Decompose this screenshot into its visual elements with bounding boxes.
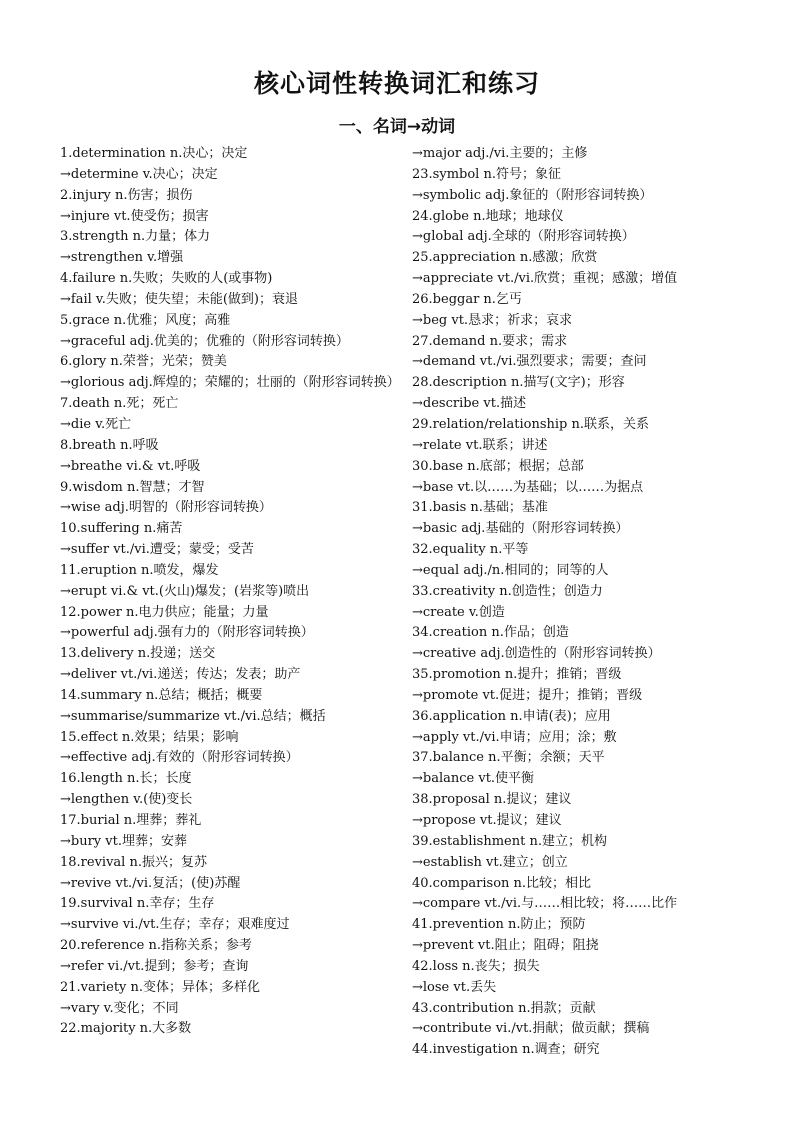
vocab-entry: 18.revival n.振兴；复苏 [60, 854, 207, 870]
left-column [60, 144, 400, 1040]
vocab-entry: 38.proposal n.提议；建议 [412, 792, 572, 808]
vocab-entry: 3.strength n.力量；体力 [60, 229, 211, 245]
derived-word-entry: →glorious adj.辉煌的；荣耀的；壮丽的（附形容词转换） [60, 375, 400, 391]
vocab-entry: 28.description n.描写(文字)；形容 [412, 375, 625, 391]
derived-word-entry: →equal adj./n.相同的；同等的人 [412, 562, 609, 578]
derived-word-entry: →graceful adj.优美的；优雅的（附形容词转换） [60, 333, 349, 349]
vocab-entry: 42.loss n.丧失；损失 [412, 958, 540, 974]
derived-word-entry: →creative adj.创造性的（附形容词转换） [412, 646, 661, 662]
derived-word-entry: →deliver vt./vi.递送；传达；发表；助产 [60, 667, 301, 683]
vocab-entry: 33.creativity n.创造性；创造力 [412, 583, 603, 599]
vocab-entry: 27.demand n.要求；需求 [412, 333, 568, 349]
vocab-entry: 35.promotion n.提升；推销；晋级 [412, 667, 622, 683]
derived-word-entry: →lengthen v.(使)变长 [60, 792, 193, 808]
vocab-entry: 10.suffering n.痛苦 [60, 521, 183, 537]
vocab-entry: 40.comparison n.比较；相比 [412, 875, 592, 891]
vocab-entry: 22.majority n.大多数 [60, 1021, 192, 1037]
derived-word-entry: →effective adj.有效的（附形容词转换） [60, 750, 299, 766]
vocab-entry: 1.determination n.决心；决定 [60, 146, 248, 161]
vocab-entry: 32.equality n.平等 [412, 542, 529, 558]
derived-word-entry: →summarise/summarize vt./vi.总结；概括 [60, 708, 326, 724]
vocab-entry: 4.failure n.失败；失败的人(或事物) [60, 271, 273, 287]
vocab-entry: 36.application n.申请(表)；应用 [412, 708, 611, 724]
derived-word-entry: →basic adj.基础的（附形容词转换） [412, 521, 629, 537]
derived-word-entry: →die v.死亡 [60, 416, 132, 432]
vocab-entry: 12.power n.电力供应；能量；力量 [60, 604, 269, 620]
derived-word-entry: →fail v.失败；使失望；未能(做到)；衰退 [60, 291, 298, 307]
derived-word-entry: →erupt vi.& vt.(火山)爆发；(岩浆等)喷出 [60, 583, 310, 599]
derived-word-entry: →base vt.以……为基础；以……为据点 [412, 479, 644, 495]
vocab-entry: 44.investigation n.调查；研究 [412, 1042, 600, 1058]
derived-word-entry: →suffer vt./vi.遭受；蒙受；受苦 [60, 542, 254, 558]
derived-word-entry: →refer vi./vt.提到；参考；查询 [60, 958, 249, 974]
derived-word-entry: →symbolic adj.象征的（附形容词转换） [412, 187, 653, 203]
derived-word-entry: →major adj./vi.主要的；主修 [412, 146, 588, 161]
derived-word-entry: →prevent vt.阻止；阻碍；阻挠 [412, 938, 599, 954]
vocab-entry: 26.beggar n.乞丐 [412, 291, 522, 307]
derived-word-entry: →powerful adj.强有力的（附形容词转换） [60, 625, 314, 641]
vocab-entry: 20.reference n.指称关系；参考 [60, 938, 252, 954]
derived-word-entry: →appreciate vt./vi.欣赏；重视；感激；增值 [412, 271, 678, 287]
derived-word-entry: →create v.创造 [412, 604, 505, 620]
derived-word-entry: →injure vt.使受伤；损害 [60, 208, 209, 224]
derived-word-entry: →global adj.全球的（附形容词转换） [412, 229, 635, 245]
derived-word-entry: →lose vt.丢失 [412, 979, 497, 995]
vocab-entry: 34.creation n.作品；创造 [412, 625, 569, 641]
derived-word-entry: →breathe vi.& vt.呼吸 [60, 458, 201, 474]
vocab-entry: 17.burial n.埋葬；葬礼 [60, 813, 202, 828]
derived-word-entry: →propose vt.提议；建议 [412, 813, 562, 828]
vocab-entry: 30.base n.底部；根据；总部 [412, 458, 584, 474]
vocab-entry: 24.globe n.地球；地球仪 [412, 208, 564, 224]
derived-word-entry: →beg vt.恳求；祈求；哀求 [412, 312, 573, 328]
vocab-entry: 14.summary n.总结；概括；概要 [60, 687, 263, 703]
derived-word-entry: →balance vt.使平衡 [412, 771, 535, 787]
derived-word-entry: →determine v.决心；决定 [60, 166, 218, 182]
vocab-entry: 41.prevention n.防止；预防 [412, 917, 586, 933]
section-heading: 一、名词→动词 [338, 117, 456, 137]
right-column [412, 144, 742, 1061]
derived-word-entry: →promote vt.促进；提升；推销；晋级 [412, 687, 643, 703]
vocab-entry: 7.death n.死；死亡 [60, 396, 179, 412]
vocab-entry: 23.symbol n.符号；象征 [412, 166, 561, 182]
vocab-entry: 39.establishment n.建立；机构 [412, 833, 607, 849]
vocab-entry: 37.balance n.平衡；余额；天平 [412, 750, 605, 766]
derived-word-entry: →describe vt.描述 [412, 396, 527, 412]
derived-word-entry: →strengthen v.增强 [60, 250, 184, 266]
derived-word-entry: →demand vt./vi.强烈要求；需要；查问 [412, 354, 647, 370]
derived-word-entry: →compare vt./vi.与……相比较；将……比作 [412, 896, 678, 912]
vocab-entry: 11.eruption n.喷发，爆发 [60, 562, 219, 578]
derived-word-entry: →vary v.变化；不同 [60, 1000, 179, 1016]
vocab-entry: 2.injury n.伤害；损伤 [60, 187, 193, 203]
vocab-entry: 29.relation/relationship n.联系，关系 [412, 416, 650, 432]
vocab-entry: 16.length n.长；长度 [60, 771, 192, 787]
vocab-entry: 6.glory n.荣誉；光荣；赞美 [60, 354, 227, 370]
derived-word-entry: →contribute vi./vt.捐献；做贡献；撰稿 [412, 1021, 650, 1037]
vocab-entry: 19.survival n.幸存；生存 [60, 896, 215, 912]
vocab-entry: 5.grace n.优雅；风度；高雅 [60, 312, 231, 328]
derived-word-entry: →apply vt./vi.申请；应用；涂；敷 [412, 729, 617, 745]
derived-word-entry: →relate vt.联系；讲述 [412, 437, 548, 453]
vocab-entry: 15.effect n.效果；结果；影响 [60, 729, 239, 745]
derived-word-entry: →bury vt.埋葬；安葬 [60, 833, 187, 849]
vocab-entry: 13.delivery n.投递；送交 [60, 646, 216, 662]
derived-word-entry: →establish vt.建立；创立 [412, 854, 568, 870]
vocab-entry: 31.basis n.基础；基准 [412, 500, 548, 516]
derived-word-entry: →revive vt./vi.复活；(使)苏醒 [60, 875, 241, 891]
derived-word-entry: →survive vi./vt.生存；幸存；艰难度过 [60, 917, 290, 933]
derived-word-entry: →wise adj.明智的（附形容词转换） [60, 500, 272, 516]
vocab-entry: 43.contribution n.捐款；贡献 [412, 1000, 596, 1016]
vocab-entry: 8.breath n.呼吸 [60, 437, 159, 453]
vocab-entry: 9.wisdom n.智慧；才智 [60, 479, 205, 495]
page-title: 核心词性转换词汇和练习 [253, 69, 540, 98]
vocab-entry: 25.appreciation n.感激；欣赏 [412, 250, 598, 266]
vocab-entry: 21.variety n.变体；异体；多样化 [60, 979, 261, 995]
